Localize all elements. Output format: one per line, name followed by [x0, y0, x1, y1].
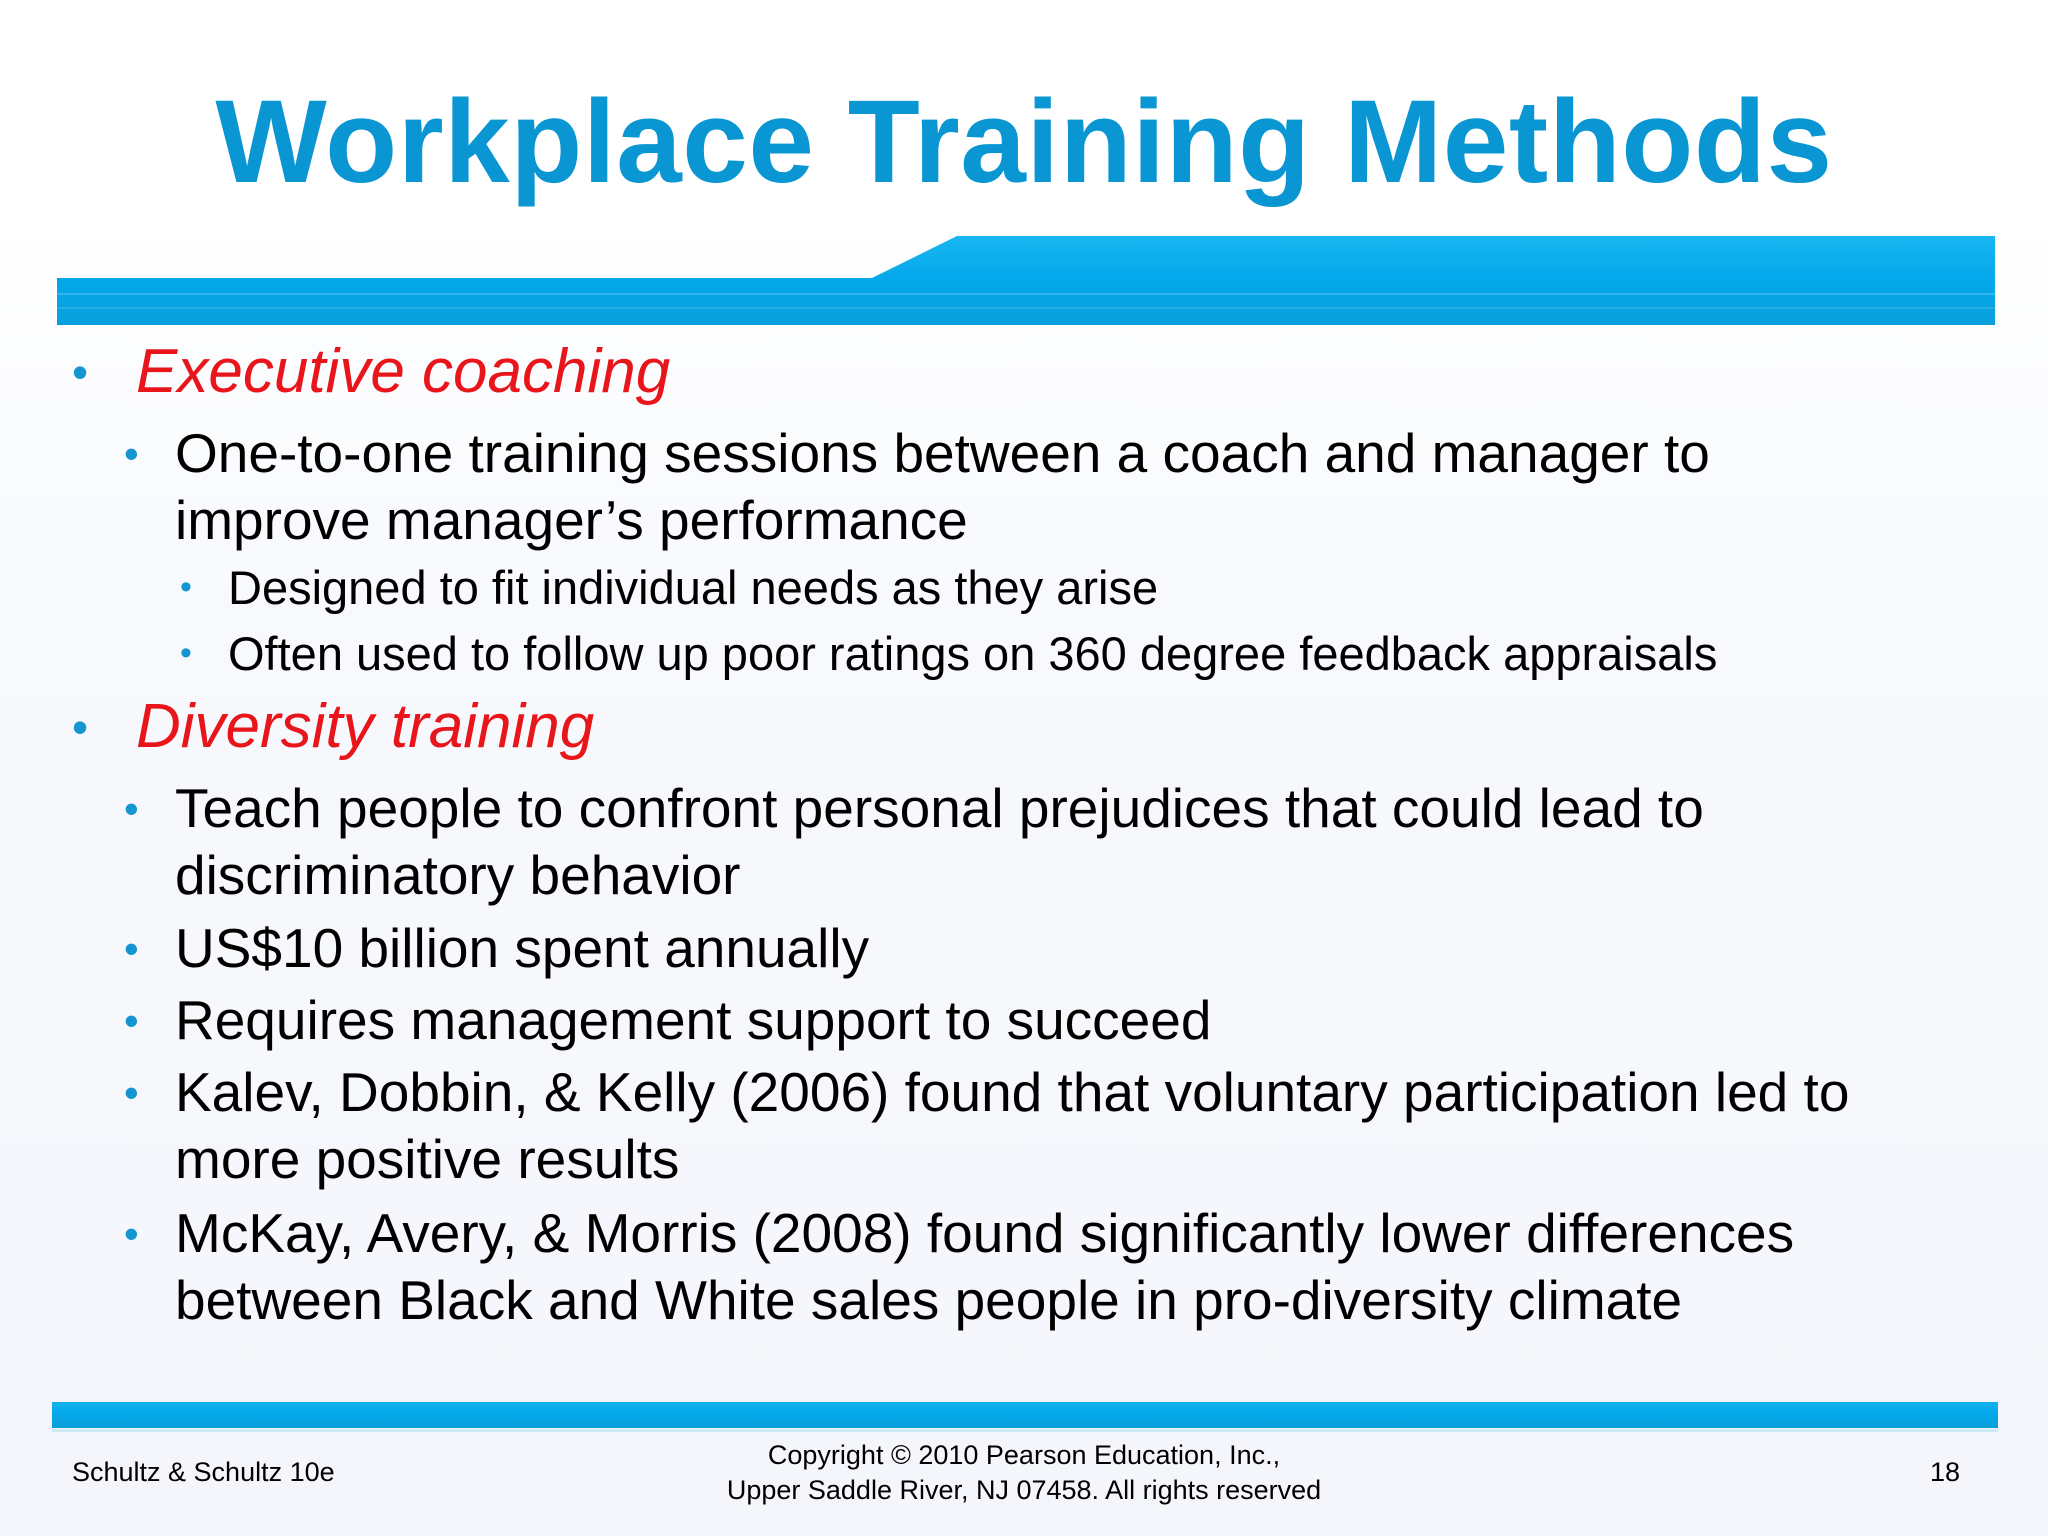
- bullet-dot: •: [72, 346, 89, 398]
- footer-textbook: Schultz & Schultz 10e: [72, 1457, 335, 1487]
- title-accent-band: [57, 236, 1995, 325]
- bullet-dot: •: [124, 925, 139, 972]
- bullet-dot: •: [124, 997, 139, 1044]
- bullet-line: discriminatory behavior: [175, 844, 741, 906]
- bullet-dot: •: [180, 634, 192, 672]
- section-heading-executive-coaching: Executive coaching: [136, 337, 671, 406]
- sub-bullet-line: Often used to follow up poor ratings on 360 degree feedback appraisals: [228, 627, 1718, 680]
- bullet-line: One-to-one training sessions between a coach and manager to: [175, 422, 1710, 484]
- footer-accent-band: [52, 1402, 1998, 1428]
- bullet-dot: •: [124, 430, 139, 477]
- sub-bullet-line: Designed to fit individual needs as they arise: [228, 561, 1159, 614]
- page-number: 18: [1930, 1457, 1961, 1487]
- bullet-dot: •: [124, 1210, 139, 1257]
- bullet-dot: •: [72, 701, 89, 753]
- bullet-dot: •: [124, 785, 139, 832]
- bullet-line: Requires management support to succeed: [175, 989, 1212, 1051]
- bullet-line: between Black and White sales people in pro-diversity climate: [175, 1269, 1683, 1331]
- bullet-dot: •: [180, 568, 192, 606]
- bullet-dot: •: [124, 1069, 139, 1116]
- section-heading-diversity-training: Diversity training: [136, 692, 595, 761]
- bullet-line: Kalev, Dobbin, & Kelly (2006) found that voluntary participation led to: [175, 1061, 1850, 1123]
- footer-copyright: [624, 1438, 1424, 1508]
- slide-title: Workplace Training Methods: [215, 76, 1833, 208]
- bullet-line: Teach people to confront personal prejudices that could lead to: [175, 777, 1704, 839]
- footer-accent-line: [52, 1429, 1998, 1432]
- bullet-line: improve manager’s performance: [175, 489, 968, 551]
- bullet-line: more positive results: [175, 1128, 680, 1190]
- bullet-line: US$10 billion spent annually: [175, 917, 870, 979]
- footer-copyright-line1: Copyright © 2010 Pearson Education, Inc.,: [767, 1440, 1281, 1470]
- bullet-line: McKay, Avery, & Morris (2008) found significantly lower differences: [175, 1202, 1795, 1264]
- footer-copyright-line2: Upper Saddle River, NJ 07458. All rights reserved: [726, 1475, 1322, 1505]
